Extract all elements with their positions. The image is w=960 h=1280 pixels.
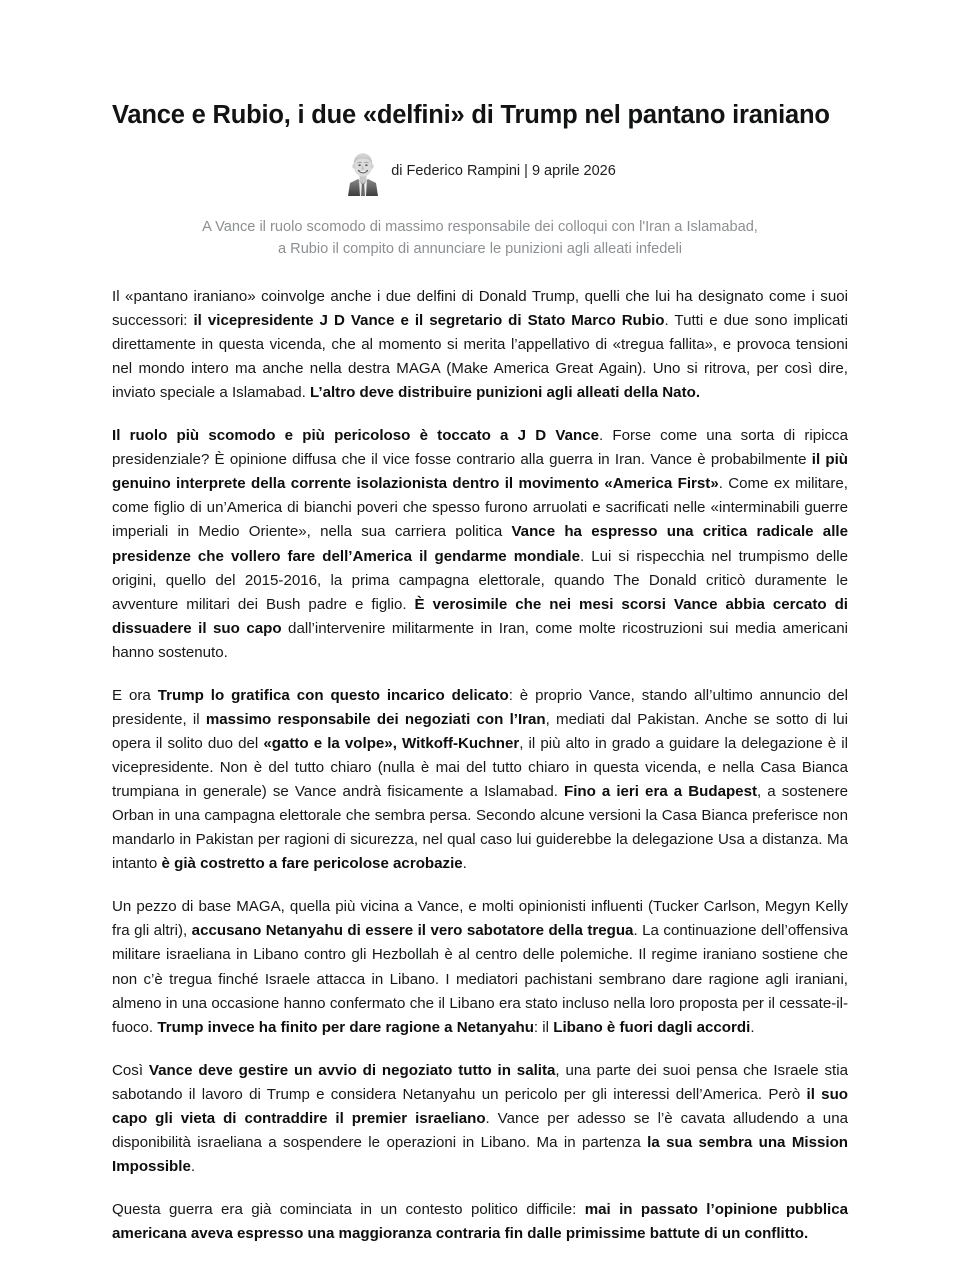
article-paragraph: Il «pantano iraniano» coinvolge anche i due delfini di Donald Trump, quelli che lui ha designato come i suoi successori: il vicepresidente J D Vance e il segretario di Stato Marco Rubio. Tutti e due sono implicati direttamente in questa vicenda, che al momento si merita l’appellativo di «tregua fallita», e provoca tensioni nel mondo intero ma anche nella destra MAGA (Make America Great Again). Uno si ritrova, per così dire, inviato speciale a Islamabad. L’altro deve distribuire punizioni agli alleati della Nato. (112, 287, 848, 402)
article-paragraph: Il ruolo più scomodo e più pericoloso è toccato a J D Vance. Forse come una sorta di ripicca presidenziale? È opinione diffusa che il vice fosse contrario alla guerra in Iran. Vance è probabilmente il più genuino interprete della corrente isolazionista dentro il movimento «America First». Come ex militare, come figlio di un’America di bianchi poveri che spesso furono arruolati e sacrificati nelle «interminabili guerre imperiali in Medio Oriente», nella sua carriera politica Vance ha espresso una critica radicale alle presidenze che vollero fare dell’America il gendarme mondiale. Lui si rispecchia nel trumpismo delle origini, quello del 2015-2016, la prima campagna elettorale, quando The Donald criticò duramente le avventure militari dei Bush padre e figlio. È verosimile che nei mesi scorsi Vance abbia cercato di dissuadere il suo capo dall’intervenire militarmente in Iran, come molte ricostruzioni sui media americani hanno sostenuto. (112, 427, 848, 661)
article-container (112, 0, 848, 1246)
standfirst-line-1: A Vance il ruolo scomodo di massimo responsabile dei colloqui con l'Iran a Islamabad, (202, 218, 758, 235)
standfirst-line-2: a Rubio il compito di annunciare le punizioni agli alleati infedeli (277, 240, 682, 257)
page-title: Vance e Rubio, i due «delfini» di Trump nel pantano iraniano (112, 101, 830, 129)
article-body (112, 285, 848, 1246)
article-paragraph: Così Vance deve gestire un avvio di negoziato tutto in salita, una parte dei suoi pensa che Israele stia sabotando il lavoro di Trump e considera Netanyahu un pericolo per gli interessi dell’America. Però il suo capo gli vieta di contraddire il premier israeliano. Vance per adesso se l’è cavata alludendo a una disponibilità israeliana a sospendere le operazioni in Libano. Ma in partenza la sua sembra una Mission Impossible. (112, 1061, 849, 1175)
article-standfirst (112, 216, 848, 260)
byline-text: di Federico Rampini | 9 aprile 2026 (391, 163, 616, 180)
avatar (344, 150, 382, 196)
article-paragraph: Questa guerra era già cominciata in un contesto politico difficile: mai in passato l’opinione pubblica americana aveva espresso una maggioranza contraria fin dalle primissime battute di un conflitto. (112, 1201, 848, 1243)
article-paragraph: Un pezzo di base MAGA, quella più vicina a Vance, e molti opinionisti influenti (Tucker Carlson, Megyn Kelly fra gli altri), accusano Netanyahu di essere il vero sabotatore della tregua. La continuazione dell’offensiva militare israeliana in Libano contro gli Hezbollah è al centro delle polemiche. Il regime iraniano sostiene che non c’è tregua finché Israele attacca in Libano. I mediatori pachistani sembrano dare ragione agli iraniani, almeno in una occasione hanno confermato che il Libano era stato incluso nella loro proposta per il cessate-il-fuoco. Trump invece ha finito per dare ragione a Netanyahu: il Libano è fuori dagli accordi. (112, 898, 849, 1036)
article-paragraph: E ora Trump lo gratifica con questo incarico delicato: è proprio Vance, stando all’ultimo annuncio del presidente, il massimo responsabile dei negoziati con l’Iran, mediati dal Pakistan. Anche se sotto di lui opera il solito duo del «gatto e la volpe», Witkoff-Kuchner, il più alto in grado a guidare la delegazione è il vicepresidente. Non è del tutto chiaro (nulla è mai del tutto chiaro in questa vicenda, e nella Casa Bianca trumpiana in generale) se Vance andrà fisicamente a Islamabad. Fino a ieri era a Budapest, a sostenere Orban in una campagna elettorale che sembra persa. Secondo alcune versioni la Casa Bianca preferisce non mandarlo in Pakistan per ragioni di sicurezza, nel qual caso lui guiderebbe la delegazione Usa a distanza. Ma intanto è già costretto a fare pericolose acrobazie. (112, 686, 848, 873)
byline (112, 149, 848, 195)
